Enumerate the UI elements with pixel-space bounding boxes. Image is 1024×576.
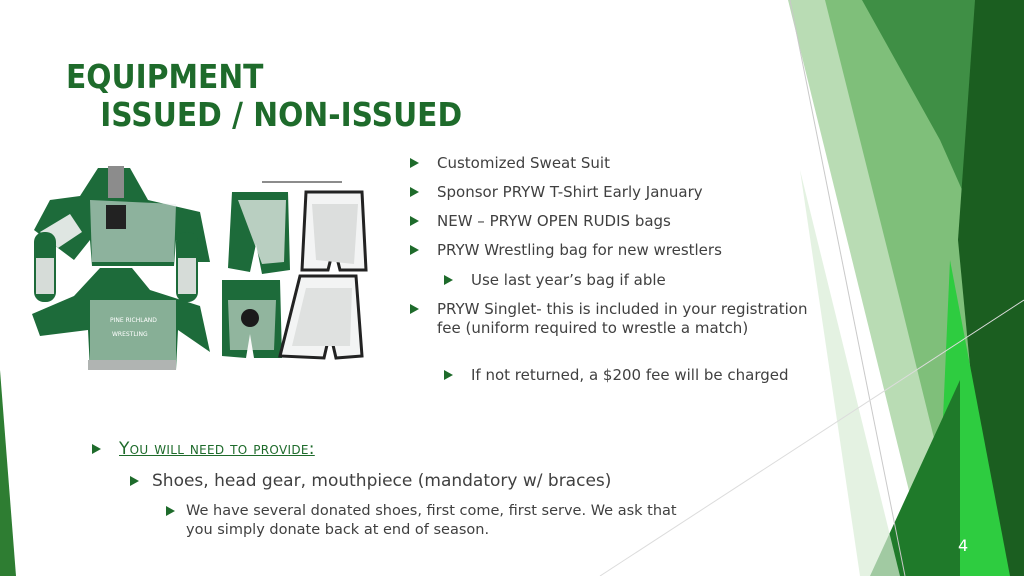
list-item <box>410 300 810 338</box>
provide-item-text: Shoes, head gear, mouthpiece (mandatory w/ braces) <box>152 471 612 491</box>
list-subitem <box>444 271 814 290</box>
provide-subitem <box>166 502 686 540</box>
uniform-images <box>0 0 420 380</box>
bullet-arrow-icon <box>444 275 453 285</box>
list-item-text: PRYW Singlet- this is included in your registration fee (uniform required to wrestle a match) <box>437 300 808 337</box>
hoodie-front-text-2: WRESTLING <box>112 331 148 338</box>
list-item <box>410 212 810 231</box>
list-item-text: Customized Sweat Suit <box>437 154 610 172</box>
shorts-image-4 <box>280 276 362 358</box>
list-item-text: PRYW Wrestling bag for new wrestlers <box>437 241 722 259</box>
bullet-arrow-icon <box>410 304 419 314</box>
slide-number: 4 <box>958 536 969 555</box>
provide-heading-item <box>92 439 592 460</box>
list-item <box>410 154 810 173</box>
list-item <box>410 183 810 202</box>
bullet-arrow-icon <box>444 370 453 380</box>
bullet-arrow-icon <box>410 216 419 226</box>
list-item-text: Sponsor PRYW T-Shirt Early January <box>437 183 703 201</box>
title-line-1: EQUIPMENT <box>66 57 264 96</box>
list-item-text: NEW – PRYW OPEN RUDIS bags <box>437 212 671 230</box>
list-item-text: If not returned, a $200 fee will be charged <box>471 366 789 384</box>
shorts-image-2 <box>302 192 366 270</box>
provide-subitem-text: We have several donated shoes, first come, first serve. We ask that you simply donate back at end of season. <box>186 503 677 538</box>
bullet-arrow-icon <box>410 187 419 197</box>
bullet-arrow-icon <box>166 506 175 516</box>
title-line-2: ISSUED / NON-ISSUED <box>100 95 463 134</box>
bullet-arrow-icon <box>92 444 101 454</box>
bullet-arrow-icon <box>130 476 139 486</box>
list-item <box>410 241 810 260</box>
list-item-text: Use last year’s bag if able <box>471 271 666 289</box>
bullet-arrow-icon <box>410 245 419 255</box>
provide-item <box>130 471 690 492</box>
left-edge-accent <box>0 370 16 576</box>
provide-heading: You will need to provide: <box>119 439 315 459</box>
hoodie-front-text-1: PINE RICHLAND <box>110 317 157 324</box>
bullet-arrow-icon <box>410 158 419 168</box>
shorts-image-3 <box>222 280 282 358</box>
list-subitem <box>444 366 814 385</box>
